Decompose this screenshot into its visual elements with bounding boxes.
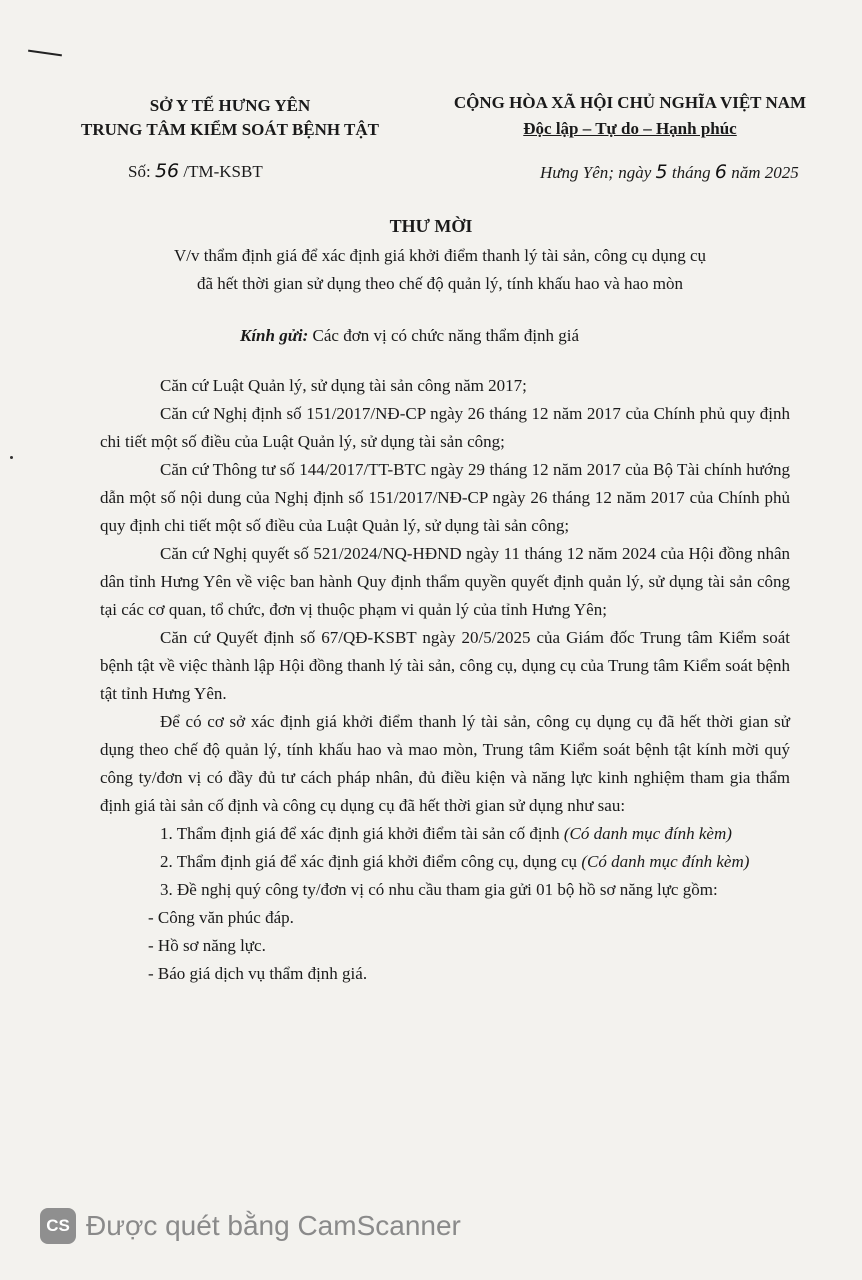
legal-basis-paragraph: Căn cứ Thông tư số 144/2017/TT-BTC ngày 29 tháng 12 năm 2017 của Bộ Tài chính hướng dẫn một số nội dung của Nghị định số 151/2017/NĐ-CP ngày 26 tháng 12 năm 2017 của Chính phủ quy định chi tiết một số điều của Luật Quản lý, sử dụng tài sản công; — [100, 460, 790, 535]
doc-number-prefix: Số: — [128, 162, 151, 181]
subject-line-2: đã hết thời gian sử dụng theo chế độ quản lý, tính khấu hao và hao mòn — [196, 274, 684, 293]
subject-line-1: V/v thẩm định giá để xác định giá khởi điểm thanh lý tài sản, công cụ dụng cụ — [173, 246, 707, 265]
agency-parent: SỞ Y TẾ HƯNG YÊN — [149, 96, 311, 115]
list-item-text: 2. Thẩm định giá để xác định giá khởi điểm công cụ, dụng cụ — [160, 852, 578, 871]
legal-basis-paragraph: Căn cứ Quyết định số 67/QĐ-KSBT ngày 20/5/2025 của Giám đốc Trung tâm Kiểm soát bệnh tật về việc thành lập Hội đồng thanh lý tài sản, công cụ, dụng cụ của Trung tâm Kiểm soát bệnh tật tỉnh Hưng Yên. — [100, 628, 790, 703]
watermark-text: Được quét bằng CamScanner — [86, 1210, 461, 1241]
document-date — [540, 161, 799, 183]
list-item-note: (Có danh mục đính kèm) — [581, 852, 750, 871]
legal-basis-paragraph: Căn cứ Luật Quản lý, sử dụng tài sản công năm 2017; — [160, 376, 527, 395]
doc-number-handwritten: 56 — [154, 160, 180, 182]
document-subject — [70, 242, 810, 298]
date-month: 6 — [714, 161, 727, 183]
list-item-text: 3. Đề nghị quý công ty/đơn vị có nhu cầu tham gia gửi 01 bộ hồ sơ năng lực gồm: — [160, 880, 718, 899]
issuing-agency — [40, 94, 420, 142]
date-place: Hưng Yên; ngày — [540, 163, 652, 182]
document-title: THƯ MỜI — [389, 216, 473, 236]
agency-name: TRUNG TÂM KIỂM SOÁT BỆNH TẬT — [80, 120, 380, 139]
scan-mark — [28, 50, 62, 57]
list-item-note: (Có danh mục đính kèm) — [563, 824, 732, 843]
dash-item: - Hồ sơ năng lực. — [148, 936, 266, 955]
legal-basis-paragraph: Căn cứ Nghị định số 151/2017/NĐ-CP ngày 26 tháng 12 năm 2017 của Chính phủ quy định chi tiết một số điều của Luật Quản lý, sử dụng tài sản công; — [100, 404, 790, 451]
scan-dot — [10, 456, 13, 459]
date-month-label: tháng — [671, 163, 711, 182]
date-day: 5 — [655, 161, 668, 183]
recipient-label: Kính gửi: — [240, 326, 309, 345]
camscanner-logo-icon: CS — [40, 1208, 76, 1244]
legal-basis-paragraph: Căn cứ Nghị quyết số 521/2024/NQ-HĐND ngày 11 tháng 12 năm 2024 của Hội đồng nhân dân tỉnh Hưng Yên về việc ban hành Quy định thẩm quyền quyết định quản lý, sử dụng tài sản công tại các cơ quan, tổ chức, đơn vị thuộc phạm vi quản lý của tỉnh Hưng Yên; — [100, 544, 790, 619]
document-number — [128, 160, 263, 182]
date-year: 2025 — [764, 163, 799, 182]
dash-item: - Công văn phúc đáp. — [148, 908, 294, 927]
list-item — [100, 848, 790, 876]
dash-item: - Báo giá dịch vụ thẩm định giá. — [148, 964, 368, 983]
national-motto — [420, 90, 840, 142]
list-item — [100, 876, 790, 904]
date-year-label: năm — [731, 163, 761, 182]
list-item-text: 1. Thẩm định giá để xác định giá khởi điểm tài sản cố định — [160, 824, 560, 843]
document-body — [100, 372, 790, 988]
invitation-paragraph: Để có cơ sở xác định giá khởi điểm thanh lý tài sản, công cụ dụng cụ đã hết thời gian sử dụng theo chế độ quản lý, tính khấu hao và mao mòn, Trung tâm Kiểm soát bệnh tật kính mời quý công ty/đơn vị có đầy đủ tư cách pháp nhân, đủ điều kiện và năng lực kinh nghiệm tham gia thẩm định giá tài sản cố định và công cụ dụng cụ đã hết thời gian sử dụng như sau: — [100, 712, 790, 815]
recipient-line — [240, 326, 579, 346]
list-item — [100, 820, 790, 848]
camscanner-watermark — [40, 1208, 461, 1244]
motto: Độc lập – Tự do – Hạnh phúc — [523, 119, 737, 138]
country-name: CỘNG HÒA XÃ HỘI CHỦ NGHĨA VIỆT NAM — [453, 93, 807, 112]
doc-number-suffix: /TM-KSBT — [183, 162, 263, 181]
recipient-value: Các đơn vị có chức năng thẩm định giá — [312, 326, 580, 345]
